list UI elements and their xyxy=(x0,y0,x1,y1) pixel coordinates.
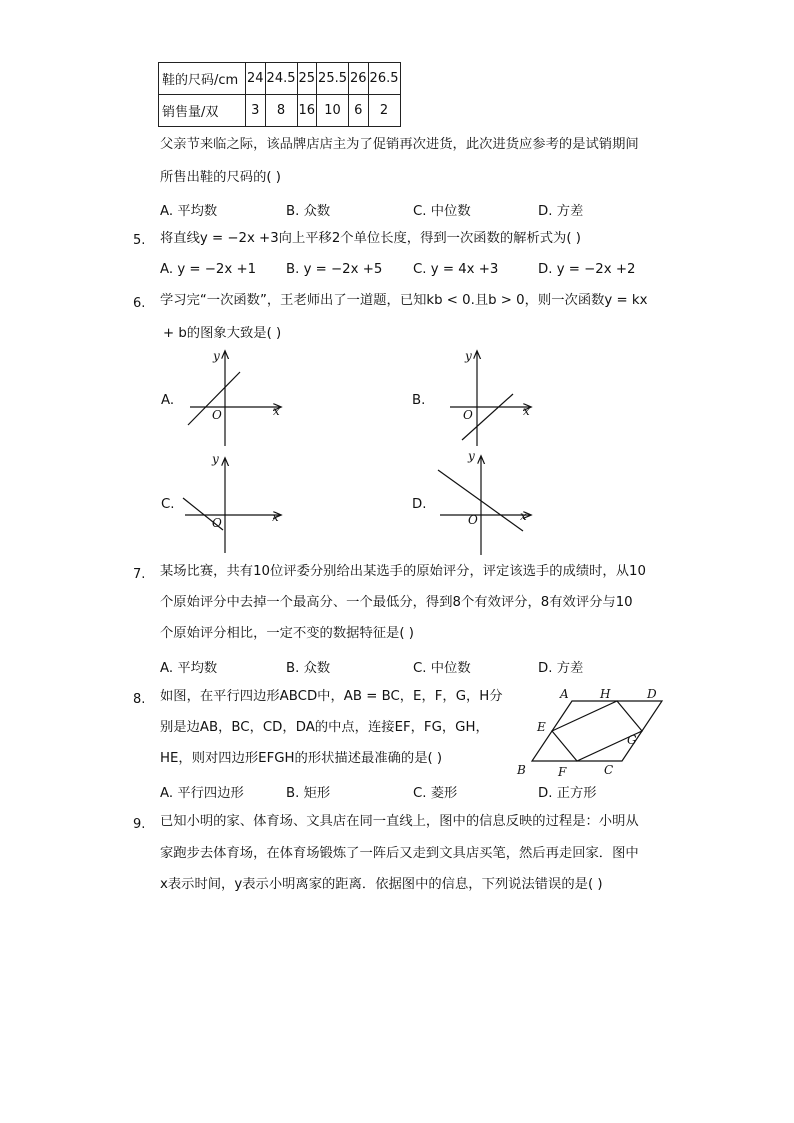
label-d: D xyxy=(647,687,657,701)
q7-text-line2: 个原始评分中去掉一个最高分、一个最低分，得到8个有效评分，8有效评分与10 xyxy=(160,595,633,610)
origin-label: O xyxy=(463,408,473,422)
label-h: H xyxy=(600,687,611,701)
origin-label: O xyxy=(468,513,478,527)
q5-option-c: C. y = 4x +3 xyxy=(413,262,499,277)
q6-number: 6. xyxy=(133,296,146,311)
q4-option-b: B. 众数 xyxy=(286,204,331,219)
q6-option-c-label: C. xyxy=(161,497,175,512)
q6-graph-d xyxy=(430,445,550,557)
y-axis-label: y xyxy=(212,452,219,466)
q7-text-line1: 某场比赛，共有10位评委分别给出某选手的原始评分，评定该选手的成绩时，从10 xyxy=(160,564,646,579)
label-e: E xyxy=(537,720,546,734)
x-axis-label: x xyxy=(520,509,527,523)
q8-option-b: B. 矩形 xyxy=(286,786,331,801)
q5-option-d: D. y = −2x +2 xyxy=(538,262,636,277)
q5-option-a: A. y = −2x +1 xyxy=(160,262,257,277)
table-header-sales: 销售量/双 xyxy=(159,95,246,127)
q5-number: 5. xyxy=(133,233,146,248)
y-axis-label: y xyxy=(213,349,220,363)
q8-number: 8. xyxy=(133,692,146,707)
table-cell: 26.5 xyxy=(368,63,400,95)
q9-text-line2: 家跑步去体育场，在体育场锻炼了一阵后又走到文具店买笔，然后再走回家．图中 xyxy=(160,846,639,861)
table-cell: 3 xyxy=(246,95,266,127)
table-cell: 10 xyxy=(317,95,349,127)
q6-graph-c xyxy=(175,445,295,555)
q6-text-line1: 学习完“一次函数”，王老师出了一道题，已知kb < 0.且b > 0，则一次函数y = kx xyxy=(160,293,648,308)
q5-text: 将直线y = −2x +3向上平移2个单位长度，得到一次函数的解析式为( ) xyxy=(160,231,581,246)
table-cell: 25.5 xyxy=(317,63,349,95)
label-f: F xyxy=(558,765,567,779)
table-cell: 25 xyxy=(297,63,317,95)
table-cell: 8 xyxy=(265,95,297,127)
x-axis-label: x xyxy=(523,404,530,418)
table-row xyxy=(159,95,401,127)
q8-text-line2: 别是边AB，BC，CD，DA的中点，连接EF，FG，GH， xyxy=(160,720,489,735)
q4-text-line2: 所售出鞋的尺码的( ) xyxy=(160,170,281,185)
q9-text-line3: x表示时间，y表示小明离家的距离．依据图中的信息，下列说法错误的是( ) xyxy=(160,877,603,892)
q7-option-a: A. 平均数 xyxy=(160,661,218,676)
q7-text-line3: 个原始评分相比，一定不变的数据特征是( ) xyxy=(160,626,414,641)
shoe-size-table xyxy=(158,62,401,127)
q6-graph-a xyxy=(175,340,295,450)
q9-number: 9. xyxy=(133,817,146,832)
q6-text-line2: + b的图象大致是( ) xyxy=(163,326,282,341)
label-b: B xyxy=(517,763,526,777)
table-cell: 24.5 xyxy=(265,63,297,95)
q8-parallelogram-figure xyxy=(512,684,672,780)
table-header-size: 鞋的尺码/cm xyxy=(159,63,246,95)
x-axis-label: x xyxy=(272,510,279,524)
label-g: G xyxy=(627,733,637,747)
table-cell: 26 xyxy=(349,63,369,95)
q7-option-c: C. 中位数 xyxy=(413,661,471,676)
q6-graph-b xyxy=(425,340,545,450)
table-row xyxy=(159,63,401,95)
q4-option-d: D. 方差 xyxy=(538,204,584,219)
q8-option-d: D. 正方形 xyxy=(538,786,597,801)
label-a: A xyxy=(560,687,569,701)
origin-label: O xyxy=(212,516,222,530)
q4-option-c: C. 中位数 xyxy=(413,204,471,219)
origin-label: O xyxy=(212,408,222,422)
q7-number: 7. xyxy=(133,567,146,582)
x-axis-label: x xyxy=(273,404,280,418)
q8-text-line3: HE，则对四边形EFGH的形状描述最准确的是( ) xyxy=(160,751,443,766)
table-cell: 16 xyxy=(297,95,317,127)
q4-text-line1: 父亲节来临之际，该品牌店店主为了促销再次进货，此次进货应参考的是试销期间 xyxy=(160,137,639,152)
y-axis-label: y xyxy=(468,449,475,463)
q7-option-d: D. 方差 xyxy=(538,661,584,676)
q6-option-b-label: B. xyxy=(412,393,426,408)
table-cell: 2 xyxy=(368,95,400,127)
q5-option-b: B. y = −2x +5 xyxy=(286,262,383,277)
q6-option-d-label: D. xyxy=(412,497,427,512)
label-c: C xyxy=(604,763,614,777)
q8-option-c: C. 菱形 xyxy=(413,786,458,801)
q8-text-line1: 如图，在平行四边形ABCD中，AB = BC，E，F，G，H分 xyxy=(160,689,503,704)
q9-text-line1: 已知小明的家、体育场、文具店在同一直线上，图中的信息反映的过程是：小明从 xyxy=(160,814,639,829)
table-cell: 6 xyxy=(349,95,369,127)
q7-option-b: B. 众数 xyxy=(286,661,331,676)
q6-option-a-label: A. xyxy=(161,393,175,408)
q8-option-a: A. 平行四边形 xyxy=(160,786,244,801)
q4-option-a: A. 平均数 xyxy=(160,204,218,219)
y-axis-label: y xyxy=(465,349,472,363)
table-cell: 24 xyxy=(246,63,266,95)
